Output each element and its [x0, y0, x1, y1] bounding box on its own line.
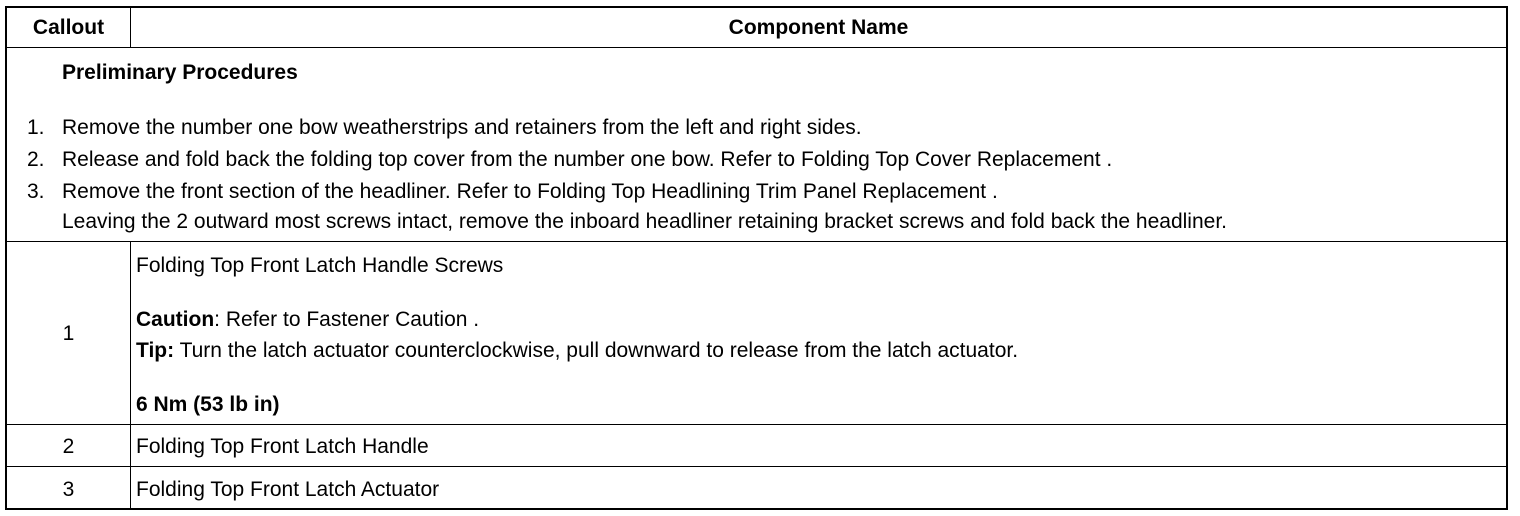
tip-line	[136, 338, 1018, 364]
callout-header: Callout	[32, 16, 105, 39]
preliminary-title: Preliminary Procedures	[62, 61, 298, 84]
component-name: Folding Top Front Latch Handle	[136, 435, 429, 458]
header-divider	[7, 47, 1506, 48]
caution-line	[136, 307, 479, 333]
procedure-table	[5, 6, 1508, 510]
preliminary-divider	[7, 241, 1506, 242]
step-extra-text: Leaving the 2 outward most screws intact, remove the inboard headliner retaining bracket screws and fold back the headliner.	[62, 210, 1227, 233]
callout-number: 2	[62, 435, 75, 458]
component-name-header: Component Name	[728, 16, 909, 39]
caution-text: : Refer to Fastener Caution .	[214, 308, 480, 331]
row-divider	[7, 466, 1506, 467]
component-name: Folding Top Front Latch Handle Screws	[136, 254, 504, 277]
row-divider	[7, 424, 1506, 425]
callout-number: 1	[62, 322, 75, 345]
step-text: Release and fold back the folding top cover from the number one bow. Refer to Folding Top Cover Replacement .	[62, 148, 1113, 171]
tip-text: Turn the latch actuator counterclockwise, pull downward to release from the latch actuator.	[174, 339, 1019, 362]
caution-label: Caution	[136, 308, 215, 331]
step-number: 2.	[27, 148, 45, 171]
step-number: 3.	[27, 180, 45, 203]
column-divider	[130, 241, 131, 508]
step-text: Remove the number one bow weatherstrips and retainers from the left and right sides.	[62, 116, 862, 139]
torque-spec: 6 Nm (53 lb in)	[136, 393, 280, 416]
step-number: 1.	[27, 116, 45, 139]
callout-number: 3	[62, 478, 75, 501]
tip-label: Tip:	[136, 339, 175, 362]
step-text: Remove the front section of the headliner. Refer to Folding Top Headlining Trim Panel Replacement .	[62, 180, 998, 203]
component-name: Folding Top Front Latch Actuator	[136, 478, 440, 501]
